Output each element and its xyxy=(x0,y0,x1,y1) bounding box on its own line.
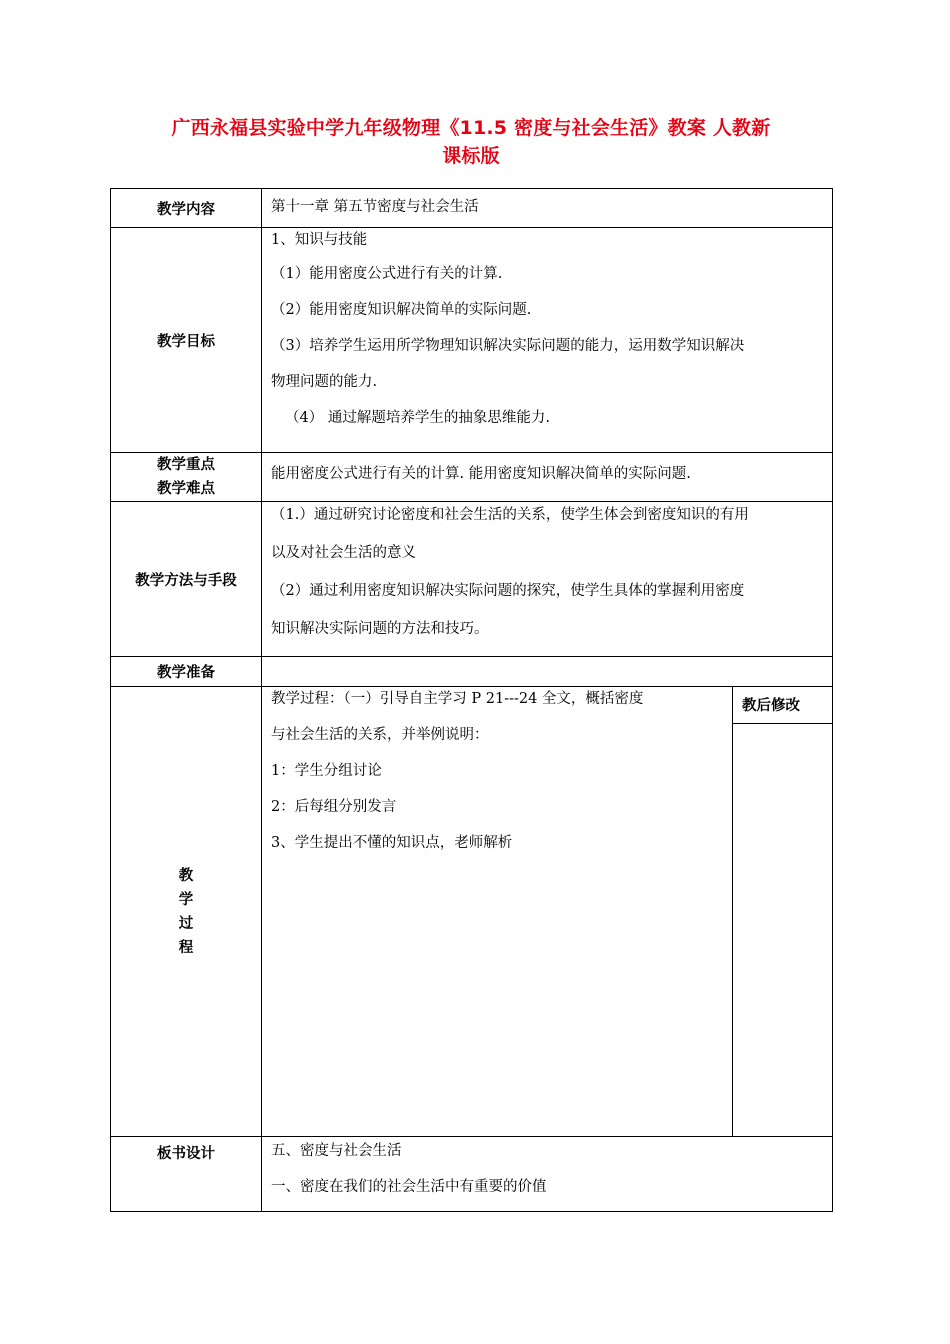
value-keypoints: 能用密度公式进行有关的计算. 能用密度知识解决简单的实际问题. xyxy=(262,453,833,502)
label-content: 教学内容 xyxy=(111,189,262,228)
row-goals xyxy=(111,228,833,453)
goal-line: （1）能用密度公式进行有关的计算. xyxy=(271,266,503,282)
label-char: 过 xyxy=(178,915,194,932)
label-board: 板书设计 xyxy=(111,1137,262,1212)
value-prep xyxy=(262,657,833,687)
label-char: 学 xyxy=(178,891,194,908)
value-board xyxy=(262,1137,833,1212)
value-methods xyxy=(262,502,833,657)
method-line: 知识解决实际问题的方法和技巧。 xyxy=(271,621,489,637)
label-char: 程 xyxy=(178,939,194,956)
row-board xyxy=(111,1137,833,1212)
label-goals: 教学目标 xyxy=(111,228,262,453)
process-line: 3、学生提出不懂的知识点，老师解析 xyxy=(271,835,513,851)
revision-header: 教后修改 xyxy=(733,687,832,724)
label-char: 教 xyxy=(178,867,194,884)
method-line: （2）通过利用密度知识解决实际问题的探究，使学生具体的掌握利用密度 xyxy=(271,583,745,599)
process-line: 与社会生活的关系，并举例说明： xyxy=(271,727,489,743)
row-methods xyxy=(111,502,833,657)
value-goals xyxy=(262,228,833,453)
label-prep: 教学准备 xyxy=(111,657,262,687)
document-title xyxy=(110,114,832,170)
board-line: 一、密度在我们的社会生活中有重要的价值 xyxy=(271,1179,547,1195)
label-process xyxy=(111,687,262,1137)
value-process xyxy=(262,687,833,1137)
title-line-1: 广西永福县实验中学九年级物理《11.5 密度与社会生活》教案 人教新 xyxy=(171,117,771,139)
row-process xyxy=(111,687,833,1137)
goal-line: （3）培养学生运用所学物理知识解决实际问题的能力，运用数学知识解决 xyxy=(271,338,745,354)
row-content xyxy=(111,189,833,228)
method-line: 以及对社会生活的意义 xyxy=(271,545,416,561)
revision-column xyxy=(733,687,832,1136)
row-keypoints xyxy=(111,453,833,502)
process-line: 2：后每组分别发言 xyxy=(271,799,397,815)
value-content: 第十一章 第五节密度与社会生活 xyxy=(262,189,833,228)
goal-line: 物理问题的能力. xyxy=(271,374,378,390)
lesson-plan-table xyxy=(110,188,833,1212)
title-line-2: 课标版 xyxy=(442,145,500,167)
goal-line: （4） 通过解题培养学生的抽象思维能力. xyxy=(285,410,550,426)
board-line: 五、密度与社会生活 xyxy=(271,1143,402,1159)
process-line: 教学过程：（一）引导自主学习 P 21---24 全文，概括密度 xyxy=(271,691,644,707)
process-line: 1：学生分组讨论 xyxy=(271,763,382,779)
goal-line: 1、知识与技能 xyxy=(271,232,368,248)
label-methods: 教学方法与手段 xyxy=(111,502,262,657)
goal-line: （2）能用密度知识解决简单的实际问题. xyxy=(271,302,532,318)
process-steps xyxy=(262,687,733,1136)
label-keypoint: 教学重点 xyxy=(157,457,215,473)
method-line: （1.）通过研究讨论密度和社会生活的关系，使学生体会到密度知识的有用 xyxy=(271,507,749,523)
label-keypoints xyxy=(111,453,262,502)
label-difficulty: 教学难点 xyxy=(157,481,215,497)
row-prep xyxy=(111,657,833,687)
